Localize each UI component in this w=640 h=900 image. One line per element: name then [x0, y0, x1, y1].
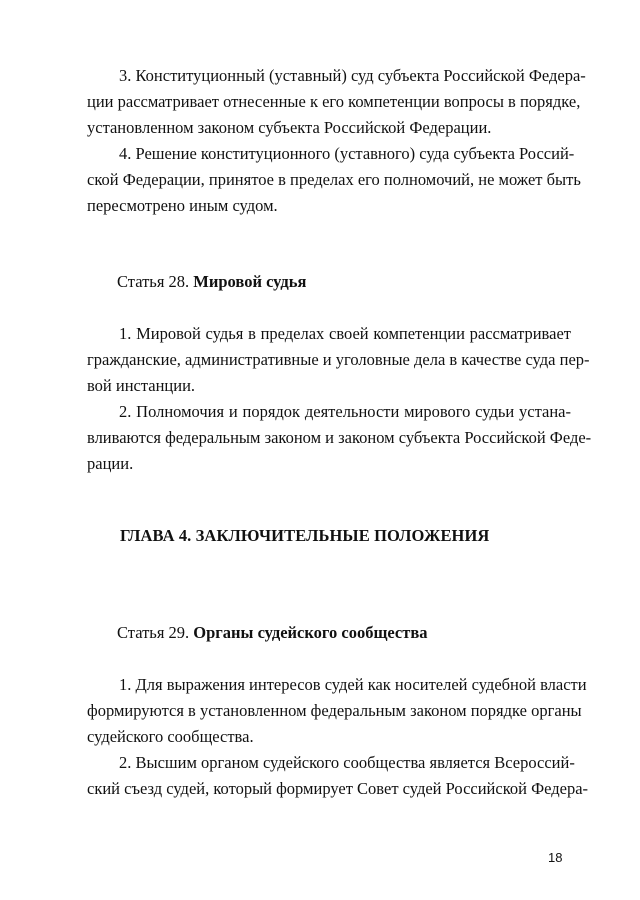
article-28-prefix: Статья 28. [117, 272, 190, 291]
text-line: 4. Решение конституционного (уставного) суда субъекта Россий- [119, 144, 575, 163]
text-line: вливаются федеральным законом и законом субъекта Российской Феде- [87, 428, 592, 447]
text-line: 2. Полномочия и порядок деятельности мирового судьи устана- [119, 402, 571, 421]
text-line: 1. Мировой судья в пределах своей компетенции рассматривает [119, 324, 571, 343]
text-line: гражданские, административные и уголовные дела в качестве суда пер- [87, 350, 590, 369]
text-line: 1. Для выражения интересов судей как носителей судебной власти [119, 675, 587, 694]
text-line: установленном законом субъекта Российской Федерации. [87, 118, 492, 137]
paragraph-art27-4 [87, 141, 581, 219]
paragraph-art29-2 [87, 750, 589, 802]
page-number: 18 [548, 850, 563, 865]
article-28-title: Мировой судья [193, 272, 307, 291]
text-line: 3. Конституционный (уставный) суд субъекта Российской Федера- [119, 66, 586, 85]
text-line: рации. [87, 454, 134, 473]
paragraph-art28-2 [87, 399, 592, 477]
article-29-heading [117, 620, 428, 646]
text-line: ский съезд судей, который формирует Совет судей Российской Федера- [87, 779, 589, 798]
paragraph-art27-3 [87, 63, 586, 141]
text-line: судейского сообщества. [87, 727, 254, 746]
article-29-prefix: Статья 29. [117, 623, 190, 642]
article-29-title: Органы судейского сообщества [193, 623, 428, 642]
paragraph-art29-1 [87, 672, 587, 750]
text-line: 2. Высшим органом судейского сообщества является Всероссий- [119, 753, 575, 772]
chapter-4-heading: ГЛАВА 4. ЗАКЛЮЧИТЕЛЬНЫЕ ПОЛОЖЕНИЯ [120, 526, 490, 545]
text-line: ской Федерации, принятое в пределах его полномочий, не может быть [87, 170, 581, 189]
paragraph-art28-1 [87, 321, 590, 399]
text-line: формируются в установленном федеральным законом порядке органы [87, 701, 582, 720]
article-28-heading [117, 269, 306, 295]
text-line: вой инстанции. [87, 376, 196, 395]
text-line: пересмотрено иным судом. [87, 196, 278, 215]
text-line: ции рассматривает отнесенные к его компетенции вопросы в порядке, [87, 92, 581, 111]
